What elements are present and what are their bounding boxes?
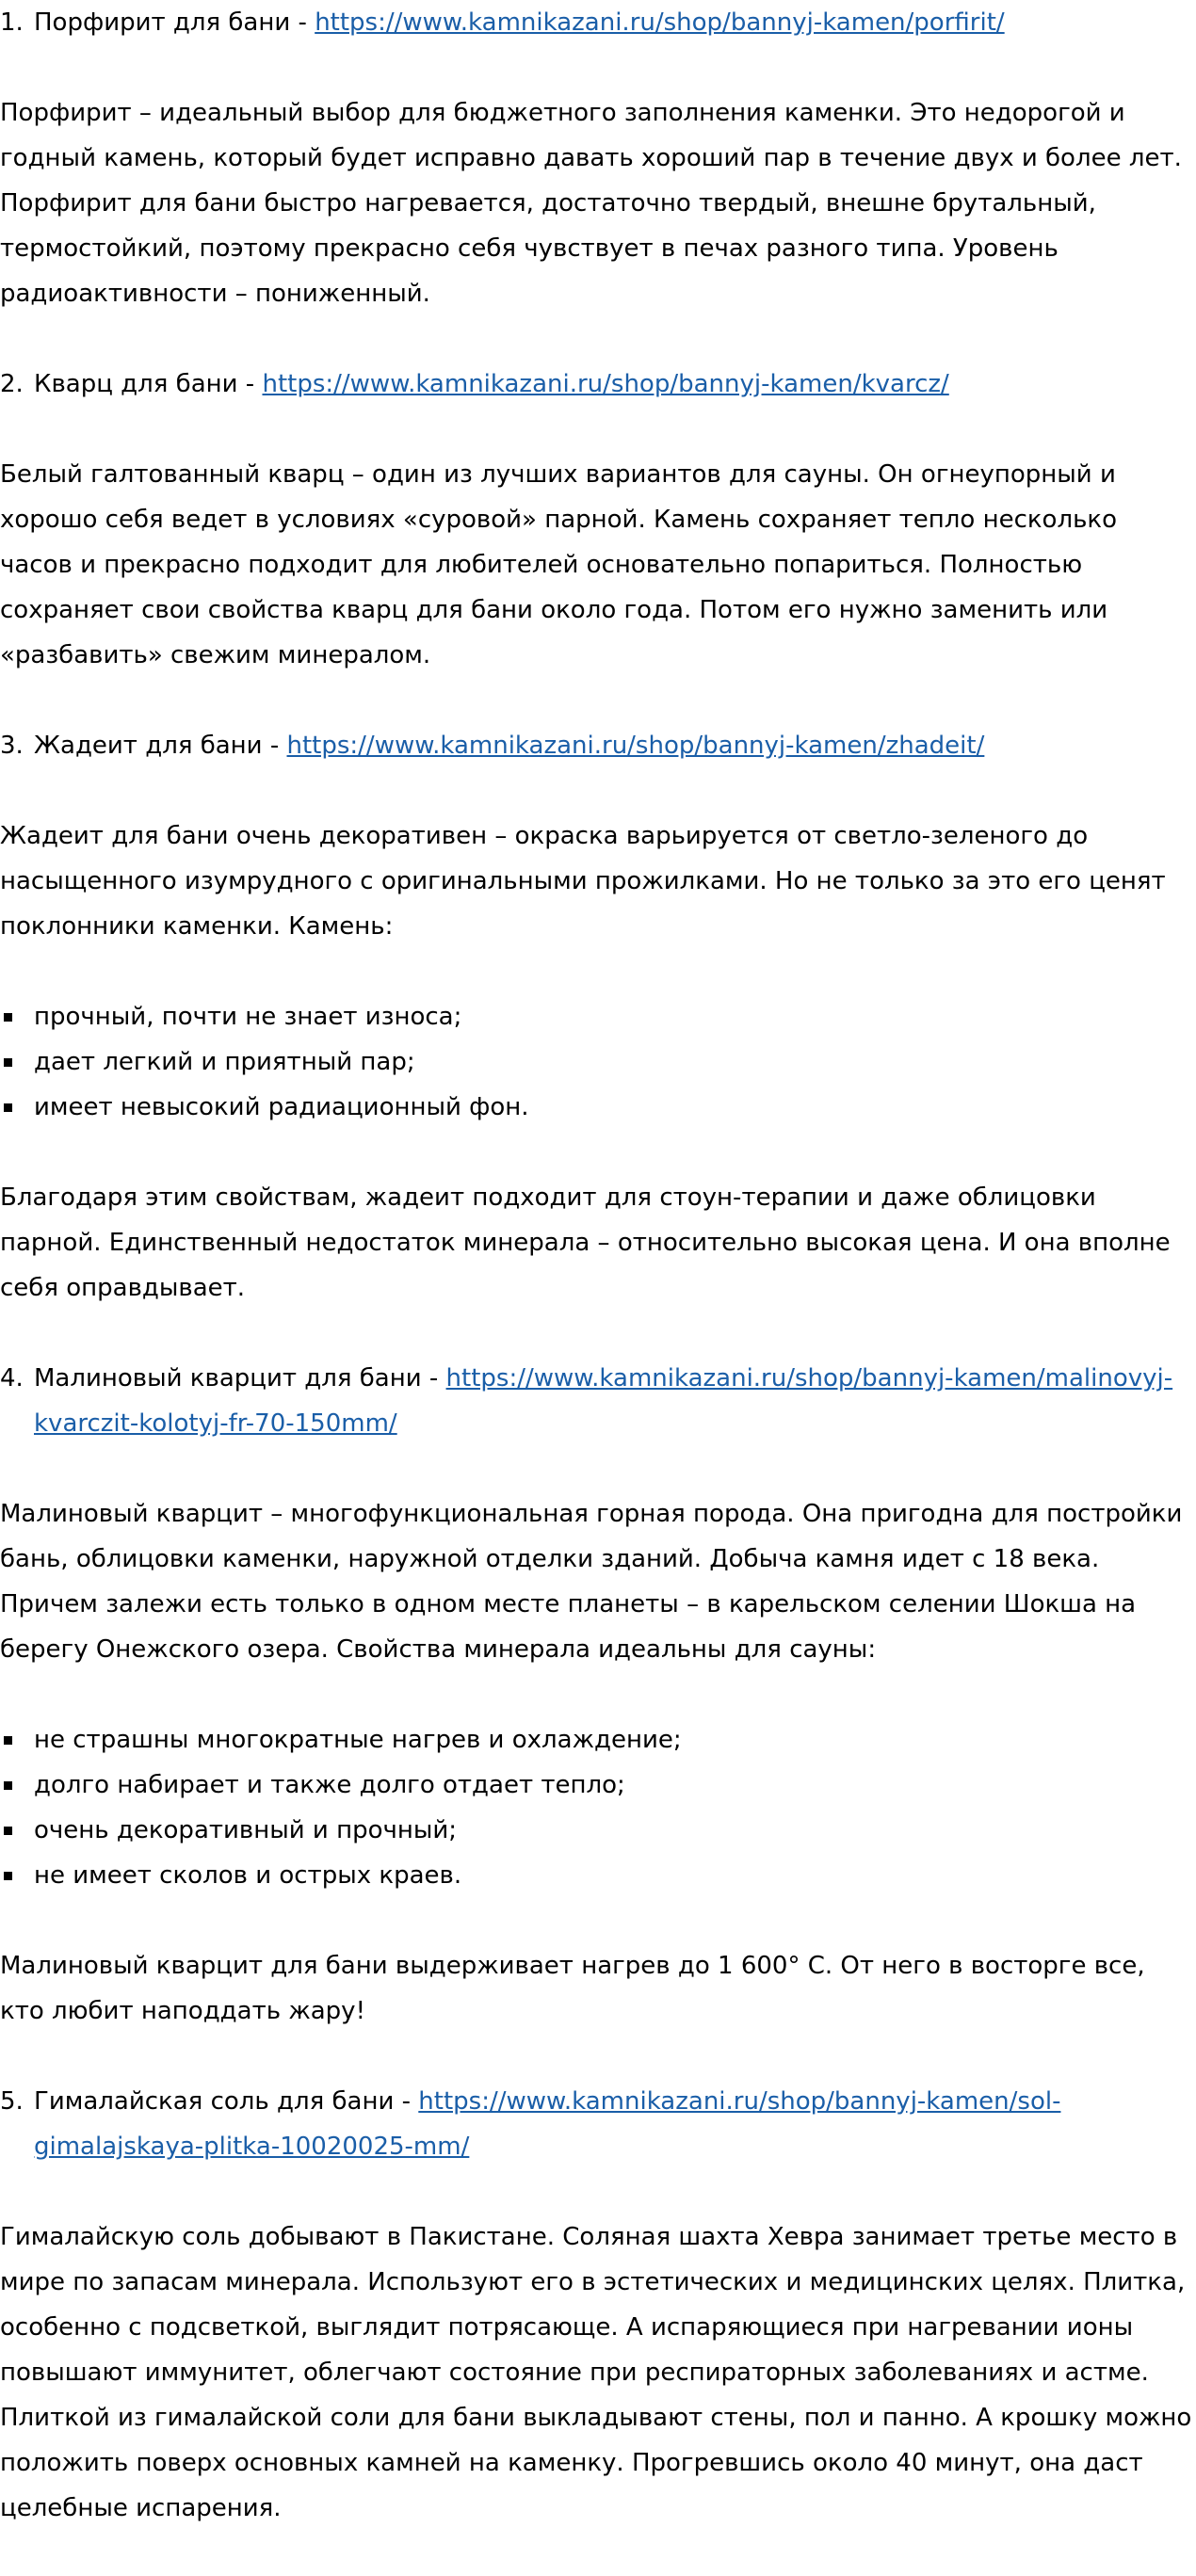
list-item-text: не имеет сколов и острых краев. xyxy=(34,1861,462,1890)
product-link-porfirit[interactable]: https://www.kamnikazani.ru/shop/bannyj-kamen/porfirit/ xyxy=(315,8,1005,37)
bullet-list xyxy=(0,1717,1196,1898)
bullet-square-icon xyxy=(4,1827,12,1835)
bullet-square-icon xyxy=(4,1872,12,1880)
list-item xyxy=(0,994,1196,1039)
section-malinovyj-kvarczit xyxy=(0,1356,1196,2034)
section-heading xyxy=(0,723,1196,768)
section-title: Кварц для бани - xyxy=(34,370,263,398)
product-link-kvarcz[interactable]: https://www.kamnikazani.ru/shop/bannyj-kamen/kvarcz/ xyxy=(262,370,949,398)
section-kvarcz xyxy=(0,362,1196,678)
product-link-gimalajskaya-sol[interactable]: https://www.kamnikazani.ru/shop/bannyj-kamen/sol-gimalajskaya-plitka-10020025-mm/ xyxy=(34,2087,1061,2161)
list-number: 1. xyxy=(0,8,24,37)
bullet-list xyxy=(0,994,1196,1130)
section-gimalajskaya-sol xyxy=(0,2079,1196,2531)
list-item-text: долго набирает и также долго отдает тепло; xyxy=(34,1771,625,1799)
product-link-zhadeit[interactable]: https://www.kamnikazani.ru/shop/bannyj-kamen/zhadeit/ xyxy=(286,732,985,760)
section-paragraph: Малиновый кварцит – многофункциональная горная порода. Она пригодна для постройки бань, облицовки каменки, наружной отделки зданий. Добыча камня идет с 18 века. Причем залежи есть только в одном месте планеты – в карельском селении Шокша на берегу Онежского озера. Свойства минерала идеальны для сауны: xyxy=(0,1500,1183,1664)
section-title: Порфирит для бани - xyxy=(34,8,315,37)
section-paragraph: Белый галтованный кварц – один из лучших вариантов для сауны. Он огнеупорный и хорошо себя ведет в условиях «суровой» парной. Камень сохраняет тепло несколько часов и прекрасно подходит для любителей основательно попариться. Полностью сохраняет свои свойства кварц для бани около года. Потом его нужно заменить или «разбавить» свежим минералом. xyxy=(0,460,1118,669)
list-item-text: очень декоративный и прочный; xyxy=(34,1816,458,1844)
section-paragraph: Жадеит для бани очень декоративен – окраска варьируется от светло-зеленого до насыщенного изумрудного с оригинальными прожилками. Но не только за это его ценят поклонники каменки. Камень: xyxy=(0,822,1166,941)
list-item-text: прочный, почти не знает износа; xyxy=(34,1003,462,1031)
section-heading xyxy=(0,0,1196,45)
bullet-square-icon xyxy=(4,1058,12,1067)
section-porfirit xyxy=(0,0,1196,316)
list-item xyxy=(0,1717,1196,1763)
list-item-text: не страшны многократные нагрев и охлаждение; xyxy=(34,1726,682,1754)
list-number: 2. xyxy=(0,370,24,398)
section-zhadeit xyxy=(0,723,1196,1311)
section-heading xyxy=(0,2079,1196,2169)
list-number: 3. xyxy=(0,732,24,760)
section-title: Жадеит для бани - xyxy=(34,732,287,760)
list-number: 4. xyxy=(0,1364,24,1393)
list-item xyxy=(0,1039,1196,1085)
list-item-text: имеет невысокий радиационный фон. xyxy=(34,1093,529,1121)
section-conclusion: Малиновый кварцит для бани выдерживает нагрев до 1 600° С. От него в восторге все, кто любит наподдать жару! xyxy=(0,1952,1145,2025)
list-item xyxy=(0,1808,1196,1853)
list-item xyxy=(0,1853,1196,1898)
list-item xyxy=(0,1085,1196,1130)
section-title: Гималайская соль для бани - xyxy=(34,2087,419,2116)
list-number: 5. xyxy=(0,2087,24,2116)
section-paragraph: Порфирит – идеальный выбор для бюджетного заполнения каменки. Это недорогой и годный камень, который будет исправно давать хороший пар в течение двух и более лет. Порфирит для бани быстро нагревается, достаточно твердый, внешне брутальный, термостойкий, поэтому прекрасно себя чувствует в печах разного типа. Уровень радиоактивности – пониженный. xyxy=(0,99,1182,308)
list-item xyxy=(0,1763,1196,1808)
bullet-square-icon xyxy=(4,1103,12,1112)
section-title: Малиновый кварцит для бани - xyxy=(34,1364,446,1393)
bullet-square-icon xyxy=(4,1781,12,1790)
section-paragraph: Гималайскую соль добывают в Пакистане. Соляная шахта Хевра занимает третье место в мире по запасам минерала. Используют его в эстетических и медицинских целях. Плитка, особенно с подсветкой, выглядит потрясающе. А испаряющиеся при нагревании ионы повышают иммунитет, облегчают состояние при респираторных заболеваниях и астме. Плиткой из гималайской соли для бани выкладывают стены, пол и панно. А крошку можно положить поверх основных камней на каменку. Прогревшись около 40 минут, она даст целебные испарения. xyxy=(0,2223,1192,2522)
bullet-square-icon xyxy=(4,1013,12,1022)
section-heading xyxy=(0,1356,1196,1446)
list-item-text: дает легкий и приятный пар; xyxy=(34,1048,415,1076)
section-heading xyxy=(0,362,1196,407)
bullet-square-icon xyxy=(4,1736,12,1745)
section-conclusion: Благодаря этим свойствам, жадеит подходит для стоун-терапии и даже облицовки парной. Единственный недостаток минерала – относительно высокая цена. И она вполне себя оправдывает. xyxy=(0,1183,1171,1302)
product-link-malinovyj-kvarczit[interactable]: https://www.kamnikazani.ru/shop/bannyj-kamen/malinovyj-kvarczit-kolotyj-fr-70-150mm/ xyxy=(34,1364,1173,1438)
